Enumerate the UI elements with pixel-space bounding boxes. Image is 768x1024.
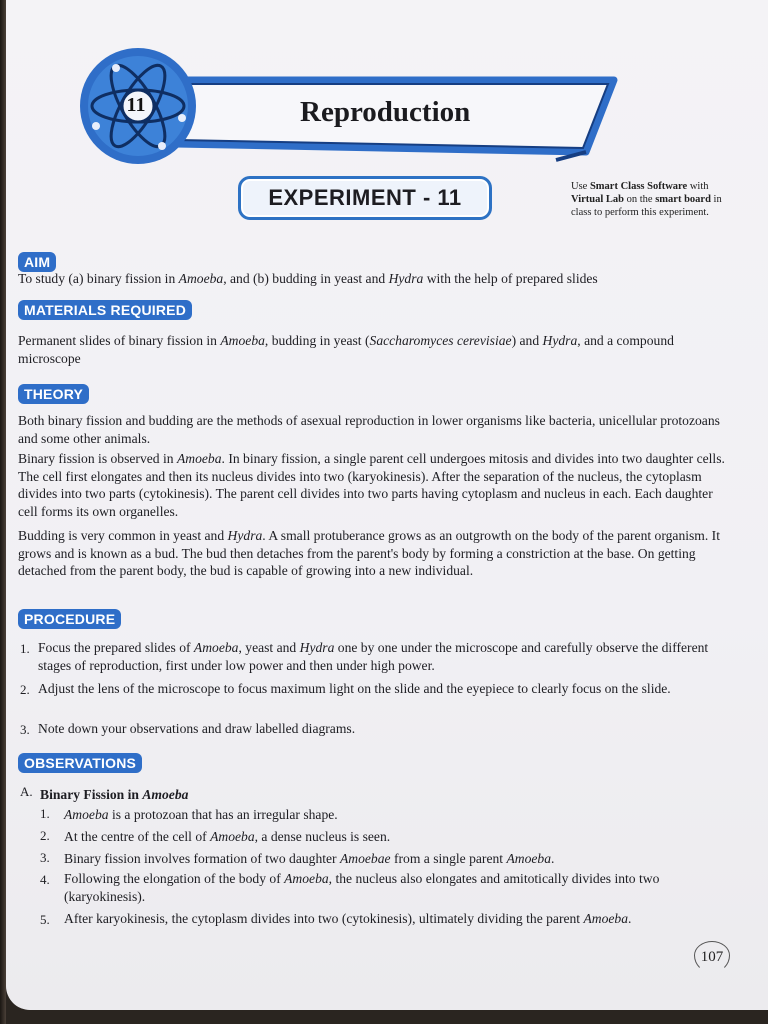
aim-text: To study (a) binary fission in Amoeba, and (b) budding in yeast and Hydra with the help of prepared slides — [18, 271, 598, 286]
obs-number: 5. — [40, 912, 50, 927]
procedure-step-1: Focus the prepared slides of Amoeba, yeast and Hydra one by one under the microscope and carefully observe the different stages of reproduction, first under low power and then under high power. — [38, 640, 709, 673]
experiment-badge — [238, 176, 492, 220]
observation-item-5: After karyokinesis, the cytoplasm divides into two (cytokinesis), ultimately dividing the parent Amoeba. — [64, 911, 632, 926]
observation-item-3: Binary fission involves formation of two daughter Amoebae from a single parent Amoeba. — [64, 851, 555, 866]
theory-heading: THEORY — [18, 384, 89, 404]
obs-number: 1. — [40, 806, 50, 821]
step-number: 2. — [20, 682, 30, 697]
experiment-label: EXPERIMENT - 11 — [268, 185, 462, 210]
step-number: 1. — [20, 641, 30, 656]
observation-item-1: Amoeba is a protozoan that has an irregular shape. — [64, 807, 338, 822]
observations-heading: OBSERVATIONS — [18, 753, 142, 773]
procedure-step-2: Adjust the lens of the microscope to focus maximum light on the slide and the eyepiece to clearly focus on the slide. — [38, 681, 671, 696]
obs-number: 4. — [40, 872, 50, 887]
theory-paragraph-2: Binary fission is observed in Amoeba. In binary fission, a single parent cell undergoes mitosis and divides into two daughter cells. The cell first elongates and then its nucleus divides into two (karyokinesis). After the separation of the nucleus, the cytoplasm divides into two parts (cytokinesis). The parent cell divides into two parts having cytoplasm and nucleus in each. Each daughter cell forms its own organelles. — [18, 451, 725, 519]
theory-paragraph-3: Budding is very common in yeast and Hydra. A small protuberance grows as an outgrowth on the body of the parent organism. It grows and is known as a bud. The bud then detaches from the parent's body by forming a constriction at the base. On getting detached from the parent body, the bud is capable of growing into a new individual. — [18, 528, 720, 578]
materials-text: Permanent slides of binary fission in Amoeba, budding in yeast (Saccharomyces cerevisiae) and Hydra, and a compound microscope — [18, 333, 674, 366]
aim-heading: AIM — [18, 252, 56, 272]
smart-class-note: Use Smart Class Software with Virtual Lab on the smart board in class to perform this experiment. — [571, 181, 722, 218]
observation-item-2: At the centre of the cell of Amoeba, a dense nucleus is seen. — [64, 829, 391, 844]
step-number: 3. — [20, 722, 30, 737]
page-number: 107 — [694, 941, 730, 973]
chapter-number: 11 — [126, 94, 146, 116]
theory-paragraph-1: Both binary fission and budding are the methods of asexual reproduction in lower organisms like bacteria, unicellular protozoans and some other animals. — [18, 413, 720, 446]
section-letter: A. — [20, 784, 33, 799]
obs-number: 3. — [40, 850, 50, 865]
materials-heading: MATERIALS REQUIRED — [18, 300, 192, 320]
procedure-heading: PROCEDURE — [18, 609, 121, 629]
book-page — [6, 0, 768, 1010]
observation-section-title: Binary Fission in Amoeba — [40, 787, 189, 802]
procedure-step-3: Note down your observations and draw labelled diagrams. — [38, 721, 356, 736]
chapter-title: Reproduction — [300, 96, 471, 128]
observation-item-4: Following the elongation of the body of Amoeba, the nucleus also elongates and amitotically divides into two (karyokinesis). — [64, 871, 660, 904]
obs-number: 2. — [40, 828, 50, 843]
